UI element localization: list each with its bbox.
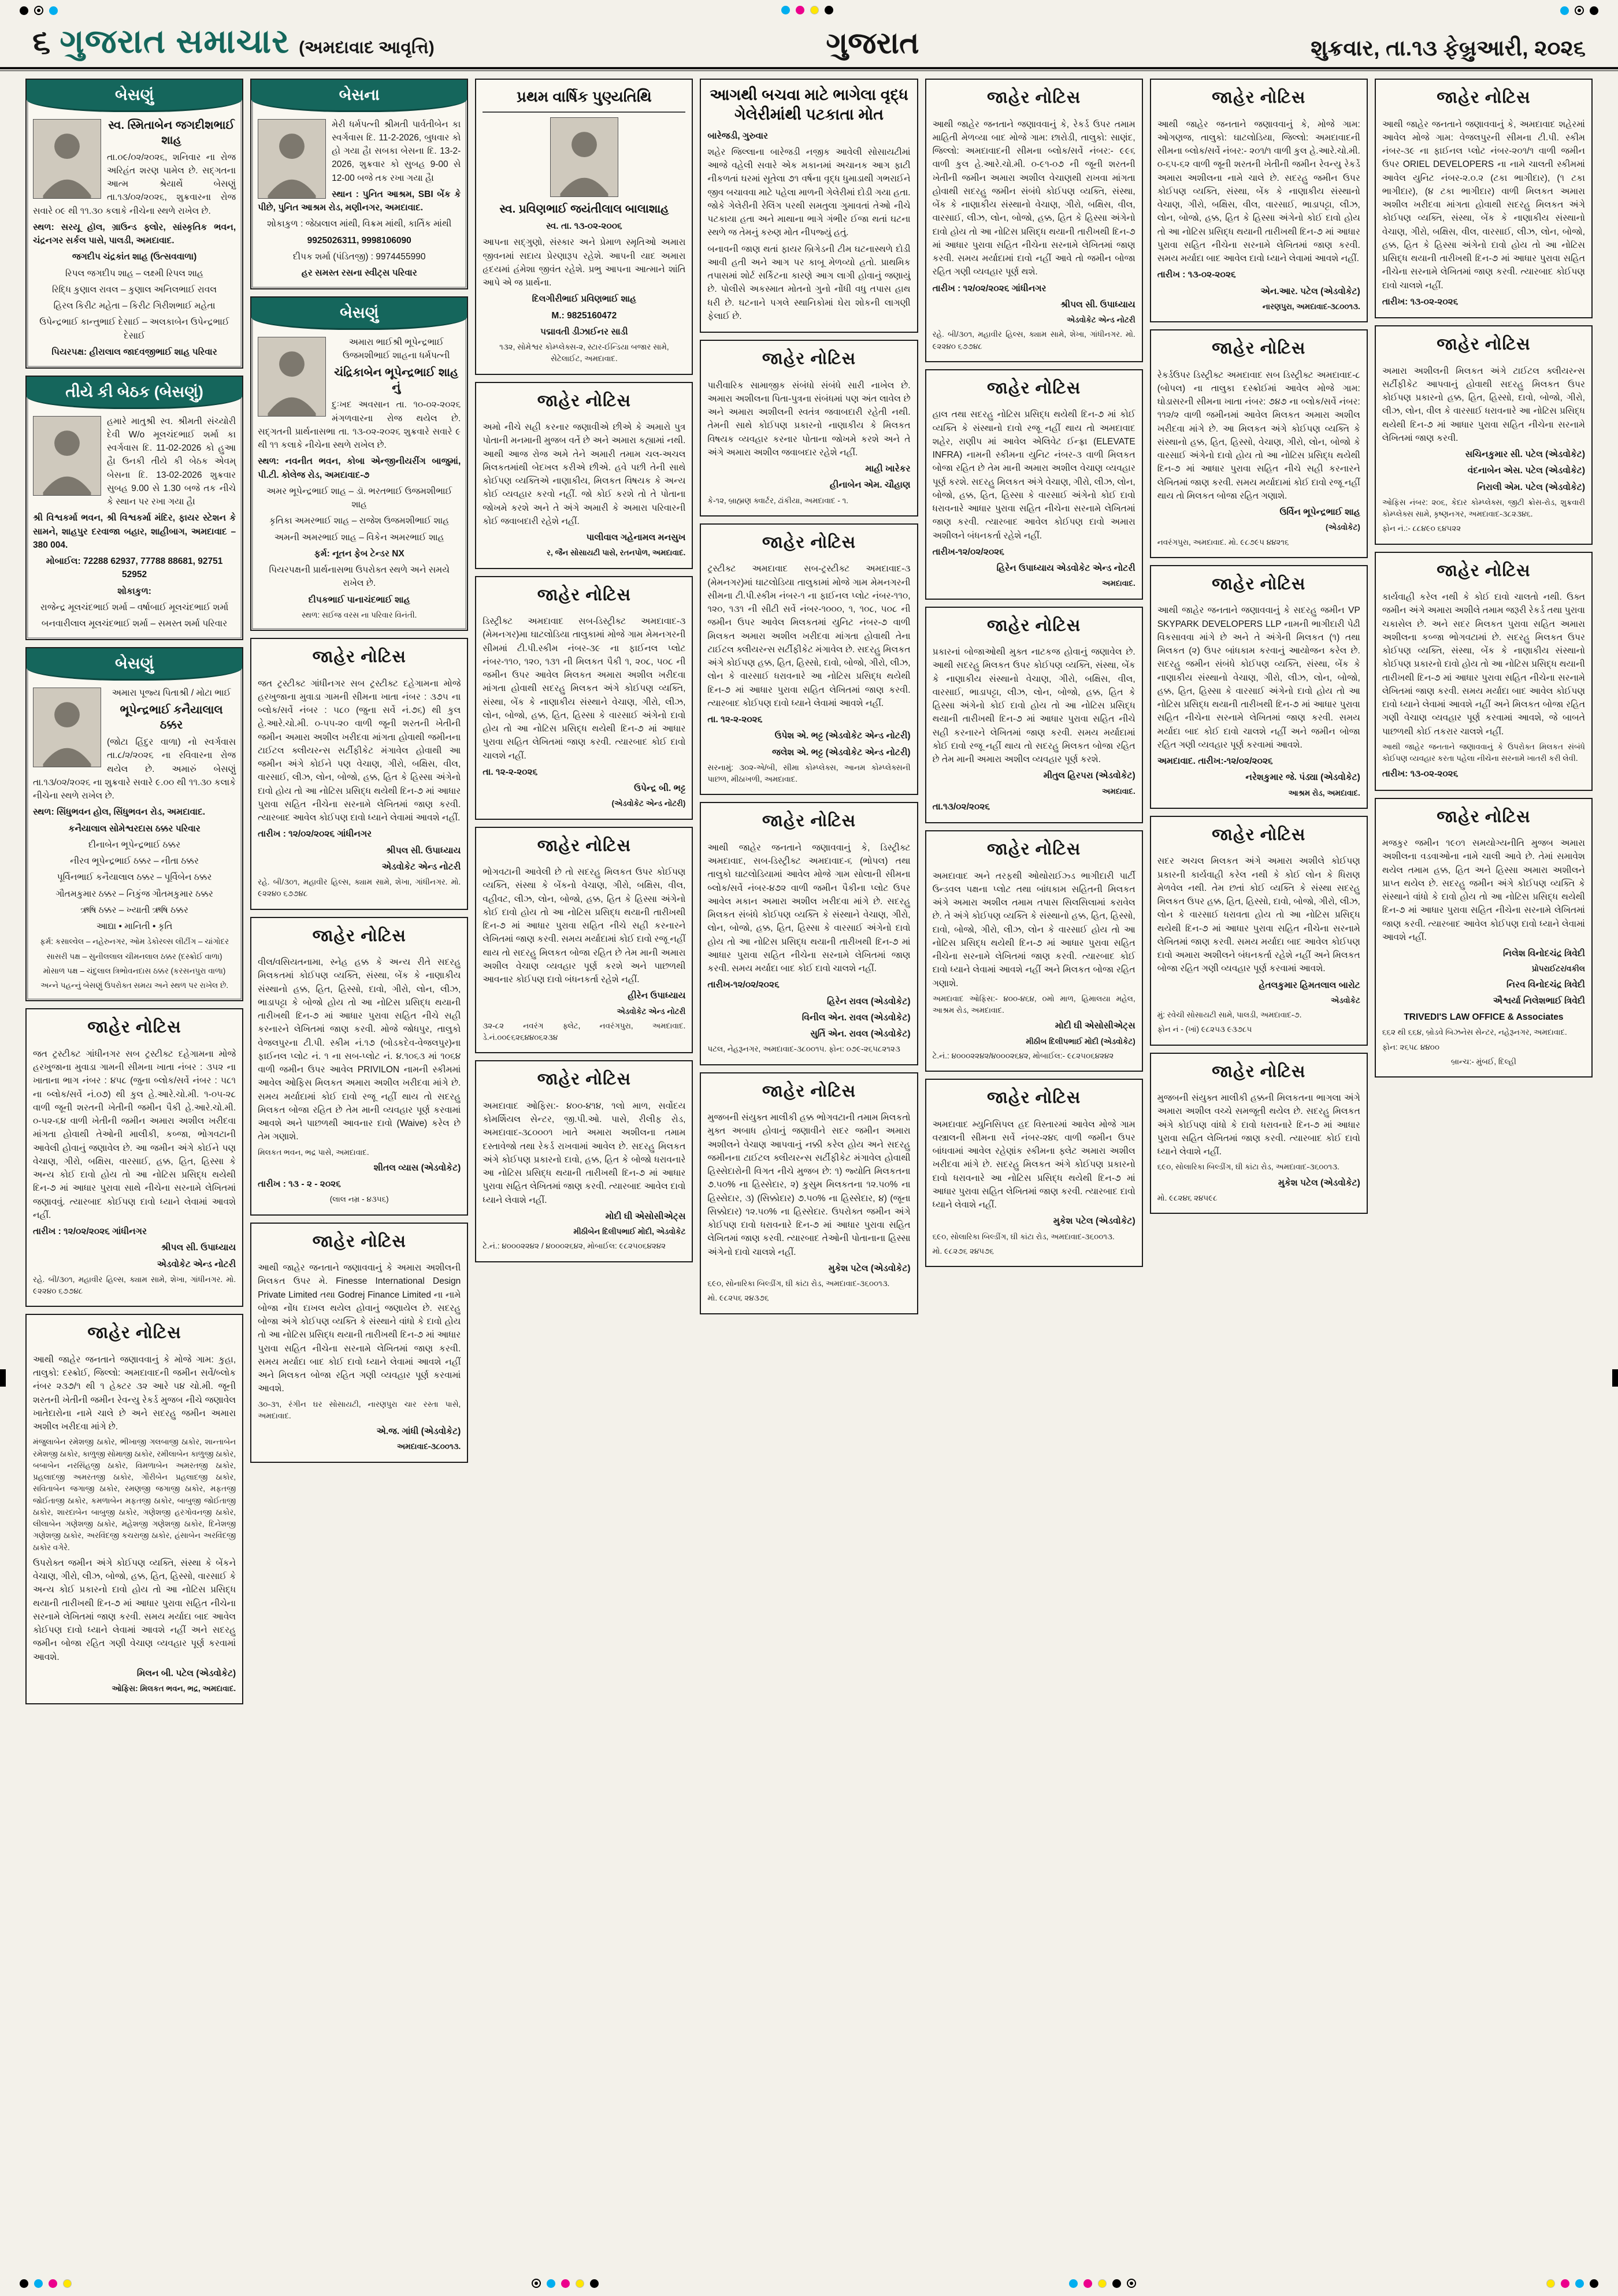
text-line: તારીખ-૧૨/૦૨/૨૦૨૬: [707, 980, 780, 990]
text-line: દીપક શર્મા (પંડિતજી) : 9974455990: [292, 251, 426, 262]
block-title: પ્રથમ વાર્ષિક પુણ્યતિથિ: [483, 86, 685, 113]
text-line: હર સમસ્ત રસના સ્વીટ્સ પરિવાર: [301, 268, 417, 278]
block-title: જાહેર નોટિસ: [762, 533, 856, 552]
text-line: ઓફિસ નંબર: ૨૦૬, કેદાર કોમ્પ્લેક્સ, જીટી ક્રોસ-રોડ, શુક્રવારી કોમ્પ્લેક્સ સામે, કૃષ્ણનગર, અમદાવાદ-૩૮૨૩૪૬.: [1382, 497, 1585, 518]
news-headline: આગથી બચવા માટે ભાગેલા વૃદ્ધ ગેલેરીમાંથી પટકાતા મોત: [710, 86, 908, 123]
block-title: જાહેર નોટિસ: [762, 1082, 856, 1101]
notice-block: [1150, 565, 1368, 809]
text-line: બ્રાન્ચ:- મુંબઈ, દિલ્હી: [1450, 1057, 1516, 1066]
obituary-block: [25, 647, 243, 1001]
text-line: શ્રીપલ સી. ઉપાધ્યાય: [1060, 299, 1135, 310]
yellow-dot-icon: [1098, 2279, 1107, 2288]
block-title: જાહેર નોટિસ: [986, 378, 1081, 397]
magenta-dot-icon: [1561, 2279, 1569, 2288]
text-line: મોદી ઘી એસોસીએટ્સ: [1055, 1021, 1135, 1031]
text-line: (એડવોકેટ): [1326, 523, 1360, 532]
edge-crop-mark: [0, 1369, 6, 1387]
text-line: વંદનાબેન એસ. પટેલ (એડવોકેટ): [1467, 466, 1585, 476]
text-line: સાસરી પક્ષ – સુનીલલાલ ચીમનલાલ ઠક્કર (દસ્ક્રોઈ વાળા): [46, 952, 222, 961]
black-dot-icon: [1112, 2279, 1121, 2288]
text-line: એન.આર. પટેલ (એડવોકેટ): [1260, 286, 1360, 296]
text-line: ૩૨-૮૨ નવરંગ ફ્લેટ, નવરંગપુરા, અમદાવાદ. ડે.નં.૦૦૯૬૨૬૪૪૦૬૨૩૪: [483, 1021, 686, 1042]
block-title: જાહેર નોટિસ: [1212, 339, 1306, 358]
text-line: જલેશ એ. ભટ્ટ (એડવોકેટ એન્ડ નોટરી): [772, 747, 911, 757]
text-line: ગૌતમકુમાર ઠક્કર – નિકુંજ ગૌતમકુમાર ઠક્કર: [55, 889, 213, 899]
text-line: એ.જ. ગાંધી (એડવોકેટ): [376, 1426, 461, 1436]
text-line: સ્થળ: નવનીત ભવન, કોબા એન્જીનીયરીંગ બાજુમાં, પી.ટી. કોલેજ રોડ, અમદાવાદ-૭: [258, 456, 461, 480]
text-line: તા.૧૩/૦૨/૨૦૨૬: [932, 801, 990, 812]
text-line: ઉપેન્દ્ર બી. ભટ્ટ: [634, 783, 686, 793]
text-line: સુર્તિ એન. રાવલ (એડવોકેટ): [810, 1029, 911, 1039]
text-line: અમો નીચે સહી કરનાર જણાવીએ છીએ કે અમારો પુત્ર પોતાની મનમાની મુજબ વર્તે છે અને અમારા કહ્યામાં નથી. આથી આજ રોજ અમે તેને અમારી તમામ ચલ-અચલ મિલકતમાંથી બેદખલ કરીએ છીએ. હવે પછી તેની સાથે કોઈપણ વ્યક્તિએ નાણાકીય, મિલકત વિષયક કે અન્ય કોઈ વ્યવહાર કરવો નહીં. જો કોઈ કરશે તો તે પોતાના જોખમે કરશે અને તે અંગે અમારી કે અમારા પરિવારની કોઈ જવાબદારી રહેશે નહીં.: [483, 422, 686, 526]
text-line: તા. ૧૨-૨-૨૦૨૬: [707, 715, 763, 725]
text-line: ટ્રસ્ટીક્ટ અમદાવાદ સબ-ટ્રસ્ટીક્ટ અમદાવાદ-૩ (મેમનગર)માં ઘાટલોડિયા તાલુકામાં મોજે ગામ મેમનગરની સીમના ટી.પી.સ્કીમ નંબર-૧ ના ફાઈનલ પ્લોટ નંબર-૧૧૦, ૧૨૦, ૧૩૧ ની સીટી સર્વે નંબર-૧૦૦૦, ૧, ૧૦૮, ૫૦૮ ની જમીન ઉપર આવેલ મિલકતમાં યુનિટ નંબર-૭ વાળી મિલકત અમારા અશીલ ખરીદવા માંગતા હોવાથી તેના ટાઈટલ ક્લીયરન્સ સર્ટીફીકેટ મંગાવેલ છે. સદરહુ મિલકત અંગે કોઈપણ હક્ક, હિત, હિસ્સો, દાવો, બોજો, ગીરો, લીઝ, લોન કે વારસાઈ ધરાવનારે આ નોટિસ પ્રસિદ્ધ થયેથી દિન-૭ માં આધાર પુરાવા સહિત લેખિતમાં જાણ કરવી. ત્યારબાદ કોઈપણ દાવો ધ્યાને લેવામાં આવશે નહીં.: [707, 564, 911, 708]
text-line: મું: રવેચી સોસાયટી સામે, પાલડી, અમદાવાદ-૭.: [1157, 1010, 1302, 1019]
notice-block: [250, 1223, 468, 1463]
block-title: જાહેર નોટિસ: [1437, 807, 1531, 826]
block-title: જાહેર નોટિસ: [537, 836, 631, 855]
text-line: રિદ્ધિ કુણાલ રાવલ – કુણાલ અનિલભાઈ રાવલ: [52, 284, 217, 295]
text-line: (જોટા હિંદુર વાળા) નો સ્વર્ગવાસ તા.૮/૨/૨૦૨૬ ના રવિવારના રોજ થયેલ છે. અમારું બેસણું તા.૧૩/૦૨/૨૦૨૬ ના શુક્રવારે સવારે ૯.૦૦ થી ૧૧.૩૦ કલાકે નીચેના સ્થળે રાખેલ છે.: [33, 737, 236, 801]
text-line: સદર અચલ મિલકત અંગે અમારા અશીલે કોઈપણ પ્રકારની કાર્યવાહી કરેલ નથી કે કોઈ લોન કે ધિરાણ મેળવેલ નથી. તેમ છતાં કોઈ વ્યક્તિ કે સંસ્થા સદરહુ મિલકત ઉપર હક્ક, હિત, હિસ્સો, દાવો, બોજો, ગીરો, લીઝ, લોન કે વારસાઈ ધરાવતા હોય તો આ નોટિસ પ્રસિદ્ધ થયેથી દિન-૭ માં આધાર પુરાવા સહિત નીચેના સરનામે લેખિતમાં જાણ કરવી. સમય મર્યાદા બાદ આવેલ કોઈપણ દાવો અમારા અશીલને બંધનકર્તા રહેશે નહીં અને મિલકત બોજા રહિત ગણી વ્યવહાર પૂર્ણ કરવામાં આવશે.: [1157, 856, 1360, 974]
text-line: શોકાકુળ : જેઠાલાલ માંથી, વિક્રમ માંથી, કાર્તિક માંથી: [267, 219, 452, 229]
text-line: મોબાઈલ: 72288 62937, 77788 88681, 92751 52952: [46, 556, 223, 580]
text-line: મંજુલાબેન રમેશજી ઠાકોર, ભીખાજી ગલબાજી ઠાકોર, શાન્તાબેન રમેશજી ઠાકોર, કાળુજી સોમાજી ઠાકોર, રમીલાબેન કાળુજી ઠાકોર, બબાબેન નરસિંહજી ઠાકોર, વિમળાબેન અમરતજી ઠાકોર, પ્રહલાદજી અમરતજી ઠાકોર, ગૌરીબેન પ્રહલાદજી ઠાકોર, સવિતાબેન જગાજી ઠાકોર, રમણજી જગાજી ઠાકોર, મફતજી જોઈતાજી ઠાકોર, કમળાબેન મફતજી ઠાકોર, બાબુજી જોઈતાજી ઠાકોર, શારદાબેન બાબુજી ઠાકોર, ગણેશજી હરગોવનજી ઠાકોર, લીલાબેન ગણેશજી ઠાકોર, મહેશજી ગણેશજી ઠાકોર, દિનેશજી ગણેશજી ઠાકોર, અરવિંદજી કચરાજી ઠાકોર, હંસાબેન અરવિંદજી ઠાકોર વગેરે.: [33, 1437, 236, 1552]
text-line: બારેજડી, ગુરુવાર: [707, 131, 769, 141]
notice-block: [1150, 816, 1368, 1046]
text-line: ૧૩૨, સોમેશ્વર કોમ્પ્લેક્સ-૨, સ્ટાર-ઈન્ડિયા બજાર સામે, સેટેલાઈટ, અમદાવાદ.: [499, 343, 669, 363]
text-line: જત ટ્રસ્ટીક્ટ ગાંધીનગર સબ ટ્રસ્ટીક્ટ દહેગામના મોજે હરખુજાના મુવાડા ગામની સીમના ખાતા નંબર : ૩૫૨ ના ખાતાના ભાગ નંબર : ૪૫૮ (જુના બ્લોક/સર્વે નંબર : ૫૮૧ ના બ્લોક/સર્વે નં.૦૭) થી કુલ હે.આરે.ચો.મી. ૧-૦૫-૨૮ વાળી જૂની શરતની ખેતીની જમીન પૈકી હે.આરે.ચો.મી. ૦-૫૨-૬૪ વાળી ખેતીની જમીન અમારા અશીલ ખરીદવા માંગતા હોવાથી તેઓની માલીકી, કબ્જા, ભોગવટાની આવેલી હોવાનું જણાવેલ છે. આ જમીન અંગે કોઈને પણ વેચાણ, ગીરો, બક્ષિસ, વારસાઈ, હક્ક, હિત, હિસ્સા કે અન્ય કોઈ દાવો હોય તો આ નોટિસ પ્રસિદ્ધ થયેથી દિન-૭ માં આધાર પુરાવા સાથે નીચેના સરનામે લેખિતમાં જણાવવું. ત્યારબાદ કોઈપણ દાવો ધ્યાને લેવામાં આવશે નહીં.: [33, 1049, 236, 1220]
block-title: જાહેર નોટિસ: [1212, 825, 1306, 844]
text-line: અમદાવાદ.: [1102, 786, 1135, 796]
notice-block: [925, 607, 1143, 824]
notice-block: [1150, 79, 1368, 322]
text-line: ફર્મ: કસાલ્વેલ – નહેરુનગર, ઓમ ડેકોરલ્સ લીટીંગ – ચાંગોદર: [40, 937, 229, 946]
obituary-ribbon: બેસણું: [251, 298, 467, 330]
masthead-area: [32, 22, 435, 61]
text-line: સરનામું: ૩૦૨-એ/બી, સીમા કોમ્પ્લેક્સ, આનમ કોમ્પ્લેક્સની પાછળ, મીઠાખળી, અમદાવાદ.: [707, 763, 911, 783]
text-line: ર, જૈન સોસાયટી પાસે, રતનપોળ, અમદાવાદ.: [546, 548, 686, 558]
obituary-block: [25, 79, 243, 369]
portrait-photo: [33, 119, 101, 199]
text-line: પટલ, નેહરૂનગર, અમદાવાદ-૩૮૦૦૧૫. ફોન: ૦૭૯-૨૬૫૮૨૧૨૩: [707, 1045, 900, 1054]
notice-block: [925, 1079, 1143, 1267]
notice-block: [1150, 1053, 1368, 1214]
text-line: અમદાવાદ.: [1102, 579, 1135, 588]
portrait-photo: [33, 416, 101, 496]
black-dot-icon: [20, 2279, 28, 2288]
page-header: [0, 0, 1618, 69]
yellow-dot-icon: [576, 2279, 584, 2288]
text-line: ૬૯૦, સોનારિકા બિલ્ડીંગ, ઘી કાંટા રોડ, અમદાવાદ-૩૬૦૦૧૩.: [707, 1279, 890, 1288]
text-line: નીરવ ભૂપેન્દ્રભાઈ ઠક્કર – નીતા ઠક્કર: [70, 856, 199, 866]
block-title: જાહેર નોટિસ: [1212, 88, 1306, 107]
edge-crop-mark: [1612, 1369, 1618, 1387]
block-title: જાહેર નોટિસ: [312, 648, 406, 666]
registration-circle-icon: [532, 2279, 541, 2288]
cyan-dot-icon: [547, 2279, 555, 2288]
notice-block: [1375, 325, 1593, 545]
text-line: અમારા અશીલની મિલકત અંગે ટાઈટલ ક્લીયરન્સ સર્ટીફીકેટ આપવાનું હોવાથી સદરહુ મિલકત ઉપર કોઈપણ પ્રકારનો હક્ક, હિત, હિસ્સો, દાવો, બોજો, ગીરો, લીઝ, લોન, વીલ કે વારસાઈ ધરાવનારે આ નોટિસ પ્રસિદ્ધ થયેથી દિન-૭ માં આધાર પુરાવા સહિત નીચેના સરનામે લેખિતમાં જાણ કરવી.: [1382, 366, 1585, 443]
text-line: રાજેન્દ્ર મૂલચંદભાઈ શર્મા – વર્ષાબાઈ મૂલચંદભાઈ શર્મા: [40, 602, 229, 612]
notice-block: [1375, 79, 1593, 318]
text-line: ભૂપેન્દ્રભાઈ કનૈયાલાલ ઠક્કર: [120, 704, 223, 731]
text-line: સચિનકુમાર સી. પટેલ (એડવોકેટ): [1465, 449, 1585, 459]
text-line: પિયરપક્ષ: હીરાલાલ જાદવજીભાઈ શાહ પરિવાર: [51, 347, 217, 357]
text-line: મો. ૯૮૨૪૬ ૨૪૫૯૮: [1157, 1193, 1218, 1202]
text-line: આથી જાહેર જનતાને જણાવવાનું કે અમારા અશીલની મિલકત ઉપર મે. Finesse International Design Private Limited તથા Godrej Finance Limited ના નામે બોજા નોંધ દાખલ થયેલ હોવાનું જણાયેલ છે. સદરહુ બોજા અંગે કોઈપણ વ્યક્તિ કે સંસ્થાને વાંધો કે દાવો હોય તો આ નોટિસ પ્રસિદ્ધ થયાની તારીખથી દિન-૭ માં આધાર પુરાવા સહિત નીચેના સરનામે લેખિતમાં જાણ કરવી. સમય મર્યાદા બાદ કોઈ દાવો ધ્યાને લેવામાં આવશે નહીં અને મિલકત બોજા રહિત ગણી વ્યવહાર પૂર્ણ કરવામાં આવશે.: [258, 1263, 461, 1394]
column-4: [700, 79, 918, 1314]
text-line: દીનાબેન ભૂપેન્દ્રભાઈ ઠક્કર: [88, 839, 181, 850]
text-line: શોકાકુળ:: [117, 586, 151, 596]
text-line: સ્થાન : પુનિત આશ્રમ, SBI બેંક કે પીછે, પુનિત આશ્રમ રોડ, મણીનગર, અમદાવાદ.: [258, 189, 461, 213]
block-title: જાહેર નોટિસ: [312, 1232, 406, 1251]
obituary-ribbon: તીયે કી બેઠક (બેસણું): [27, 377, 242, 409]
block-title: જાહેર નોટિસ: [986, 616, 1081, 635]
content-columns: [0, 69, 1618, 2265]
text-line: રહે. બી/૩૦૧, મહાવીર હિલ્સ, ક્યામ સામે, શેખા, ગાંધીનગર. મો. ૯૨૨૪૦ ૬૭૭૪૮: [258, 878, 461, 898]
text-line: પાલીવાલ ગહેનામલ મનસુખ: [586, 533, 686, 543]
registration-marks-bottom-right: [1546, 2279, 1598, 2288]
text-line: શ્રીપલ સી. ઉપાધ્યાય: [385, 845, 461, 856]
notice-block: [700, 340, 918, 517]
text-line: પૂર્વિનભાઈ કનૈયાલાલ ઠક્કર – પૂર્વિબેન ઠક્કર: [57, 872, 212, 883]
block-title: જાહેર નોટિસ: [762, 350, 856, 368]
notice-block: [700, 1072, 918, 1314]
text-line: આથી જાહેર જનતાને જણાવવાનું કે, મોજે ગામ: ઓગણજ, તાલુકો: ઘાટલોડિયા, જિલ્લો: અમદાવાદની સીમના બ્લોક/સર્વે નંબર:- ૨૦૧/૧ વાળી કુલ હે.આરે.ચો.મી. ૦-૬૫-૬૨ વાળી જૂની શરતની ખેતીની જમીન રેવન્યુ રેકર્ડે અમારા અશીલના નામે ચાલે છે. સદરહુ જમીન ઉપર કોઈપણ વ્યક્તિ, સંસ્થા, બેંક કે નાણાકીય સંસ્થાનો વેચાણ, ગીરો, બક્ષિસ, વીલ, વારસાઈ, ભાડાપટ્ટા, લીઝ, લોન, બોજો, હક્ક, હિત કે હિસ્સા અંગેનો કોઈ દાવો હોય તો આ નોટિસ પ્રસિદ્ધ થયાની તારીખથી દિન-૭ માં આધાર પુરાવા સહિત નીચેના સરનામે લેખિતમાં જાણ કરવી. સમય મર્યાદા બાદ આવેલ દાવો ધ્યાને લેવામાં આવશે નહીં.: [1157, 119, 1360, 263]
column-1: [25, 79, 243, 1704]
section-title: ગુજરાત: [826, 27, 919, 60]
text-line: આથી જાહેર જનતાને જણાવવાનું કે સદરહુ જમીન VP SKYPARK DEVELOPERS LLP નામની ભાગીદારી પેઢી વિકસાવવા માંગે છે અને તે અંગેની મિલકત (૧) તથા મિલકત (૨) ઉપર બાંધકામ કરવાનું આયોજન કરેલ છે. સદરહુ જમીન સંબંધે કોઈપણ વ્યક્તિ, સંસ્થા, બેંક કે નાણાકીય સંસ્થાનો વેચાણ, ગીરો, લીઝ, લોન, બોજો, હક્ક, હિત, હિસ્સા કે વારસાઈ અંગેનો દાવો હોય તો આ નોટિસ પ્રસિદ્ધ થયાની તારીખથી દિન-૭ માં આધાર પુરાવા સહિત નીચેના સરનામે લેખિતમાં જાણ કરવી. સમય મર્યાદા બાદ કોઈ દાવો ચાલશે નહીં અને જમીન બોજા રહિત ગણી વ્યવહાર પૂર્ણ કરવામાં આવશે.: [1157, 605, 1360, 750]
magenta-dot-icon: [1083, 2279, 1092, 2288]
column-6: [1150, 79, 1368, 1214]
text-line: અમદાવાદ. તારીખ:-૧૨/૦૨/૨૦૨૬: [1157, 756, 1273, 766]
text-line: દિલગીરીભાઈ પ્રવિણભાઈ શાહ: [532, 294, 637, 304]
text-line: ઉપેશ એ. ભટ્ટ (એડવોકેટ એન્ડ નોટરી): [774, 731, 911, 741]
notice-block: [475, 1060, 693, 1262]
text-line: ભોગવટાની આવેલી છે તો સદરહુ મિલકત ઉપર કોઈપણ વ્યક્તિ, સંસ્થા કે બેંકનો વેચાણ, ગીરો, બક્ષિસ, વીલ, વહીવટ, લીઝ, લોન, બોજો, હક્ક, હિત કે હિસ્સા અંગેનો કોઈ દાવો હોય તો આ નોટિસ પ્રસિદ્ધ થયાની તારીખથી દિન-૭ માં આધાર પુરાવા સહિત નીચે સહી કરનારને લેખિતમાં જાણ કરવી. સમય મર્યાદામાં કોઈ દાવો રજૂ નહીં થાય તો સદરહુ મિલકત બોજા રહિત છે તેમ માની અમારા અશીલ વેચાણ વ્યવહાર પૂર્ણ કરશે અને પાછળથી આવનાર કોઈપણ દાવો બંધનકર્તા રહેશે નહીં.: [483, 867, 686, 984]
text-line: શ્રી વિશ્વકર્મા ભવન, શ્રી વિશ્વકર્મા મંદિર, ફાયર સ્ટેશન કે સામને, શાહપુર દરવાજા બહાર, શાહીબાગ, અમદાવાદ – 380 004.: [33, 513, 236, 550]
text-line: અમારા પૂજ્ય પિતાશ્રી / મોટા ભાઈ: [112, 688, 231, 698]
text-line: હિરેન ઉપાધ્યાય એડવોકેટ એન્ડ નોટરી: [996, 563, 1135, 573]
text-line: મુજબની સંયુક્ત માલીકી હક્કની મિલકતના ભાગલા અંગે અમારા અશીલ વચ્ચે સમજૂતી થયેલ છે. સદરહુ મિલકત અંગે કોઈપણ વાંધો કે દાવો ધરાવનારે દિન-૭ માં આધાર પુરાવા સહિત લેખિતમાં જાણ કરવી. ત્યારબાદ કોઈ દાવો ધ્યાને લેવાશે નહીં.: [1157, 1093, 1360, 1157]
block-title: જાહેર નોટિસ: [537, 391, 631, 410]
text-line: ૬૬૨ થી ૬૬૪, બ્રોડવે બિઝનેસ સેન્ટર, નહેરૂનગર, અમદાવાદ.: [1382, 1028, 1567, 1037]
text-line: કનૈયાલાલ સોમેશ્વરદાસ ઠક્કર પરિવાર: [68, 823, 201, 834]
text-line: પારીવારિક સામાજીક સંબંધો સંબંધે સારી નાખેલ છે. અમારા અશીલના પિતા-પુત્રના સંબંધમાં પણ અંત લાવેલ છે અને અમારા અશીલની સ્વતંત્ર જવાબદારી રહેતી નથી. તેમની સાથે કોઈપણ પ્રકારનો નાણાકીય કે મિલકત વિષયક વ્યવહાર કરનાર પોતાના જોખમે કરશે અને તે અંગે અમારા અશીલ જવાબદાર રહેશે નહીં.: [707, 380, 911, 458]
text-line: તારીખ: ૧૩-૦૨-૨૦૨૬: [1382, 769, 1459, 779]
notice-block: [475, 576, 693, 820]
text-line: આથી જાહેર જનતાને જણાવવાનું કે, અમદાવાદ શહેરમાં આવેલ મોજે ગામ: વેજલપુરની સીમના ટી.પી. સ્કીમ નંબર-૩૯ ના ફાઈનલ પ્લોટ નંબર-૨૦૧/૧ વાળી જમીન ઉપર ORIEL DEVELOPERS ના નામે ચાલતી સ્કીમમાં આવેલ યુનિટ નંબર-૨.૦.૨ (ટકા ભાગીદાર), (૧ ટકા ભાગીદાર), (૪ ટકા ભાગીદાર) વાળી મિલકત અમારા અશીલ ખરીદવા માંગતા હોવાથી સદરહુ મિલકત અંગે કોઈપણ વ્યક્તિ, સંસ્થા, બેંક કે નાણાકીય સંસ્થાનો વેચાણ, ગીરો, બક્ષિસ, વીલ, વારસાઈ, લીઝ, લોન, બોજો, હક્ક, હિત કે હિસ્સા અંગેનો દાવો હોય તો આ નોટિસ પ્રસિદ્ધ થયાની તારીખથી દિન-૭ માં આધાર પુરાવા સહિત નીચેના સરનામે લેખિતમાં જાણ કરવી. ત્યારબાદ કોઈપણ દાવો ચાલશે નહીં.: [1382, 119, 1585, 291]
block-title: જાહેર નોટિસ: [762, 812, 856, 831]
text-line: હીરેન ઉપાધ્યાય: [628, 991, 686, 1001]
text-line: મુકેશ પટેલ (એડવોકેટ): [1053, 1216, 1135, 1227]
text-line: સ્વ. તા. ૧૩-૦૨-૨૦૦૬: [545, 221, 622, 231]
text-line: 9925026311, 9998106090: [307, 235, 411, 246]
text-line: એડવોકેટ એન્ડ નોટરી: [1066, 315, 1135, 324]
text-line: પિયરપક્ષની પ્રાર્થનાસભા ઉપરોક્ત સ્થળે અને સમયે રાખેલ છે.: [269, 565, 450, 589]
text-line: ડિસ્ટ્રીક્ટ અમદાવાદ સબ-ડિસ્ટ્રીક્ટ અમદાવાદ-૩ (મેમનગર)મા ઘાટલોડિયા તાલુકામાં મોજે ગામ મેમનગરની સીમમાં ટી.પી.સ્કીમ નંબર-૩૯ ના ફાઈનલ પ્લોટ નંબર-૧૧૦, ૧૨૦, ૧૩૧ ની મિલકત પૈકી ૧, ૨૦૮, ૫૦૮ ની જમીન ઉપર આવેલ મિલકત અમારા અશીલ ખરીદવા માંગતા હોવાથી સદરહુ મિલકત અંગે કોઈપણ વ્યક્તિ, સંસ્થા, બેંક કે નાણાકીય સંસ્થાને વેચાણ, ગીરો, લીઝ, લોન, બોજો, હક્ક, હિત, હિસ્સા કે વારસાઈ અંગેનો દાવો હોય તો આ નોટિસ પ્રસિદ્ધ થયેથી દિન-૭ માં આધાર પુરાવા સહિત લેખિતમાં જાણ કરવી. ત્યારબાદ કોઈ દાવો ચાલશે નહીં.: [483, 616, 686, 761]
text-line: આથી જાહેર જનતાને જણાવવાનું કે મોજે ગામ: કુહા, તાલુકો: દસ્ક્રોઈ, જિલ્લો: અમદાવાદની જમીન સર્વે/બ્લોક નંબર ૨૩૭/૧ થી ૧ હેક્ટર ૩૨ આરે ૫૪ ચો.મી. જૂની શરતની ખેતીની જમીન રેવન્યુ રેકર્ડ મુજબ નીચે જણાવેલ ખાતેદારોના નામે ચાલે છે અને સદરહુ જમીન અમારા અશીલ ખરીદવા માંગે છે.: [33, 1354, 236, 1432]
black-dot-icon: [590, 2279, 599, 2288]
text-line: તા. ૧૨-૨-૨૦૨૬: [483, 767, 538, 777]
notice-block: [25, 1314, 243, 1704]
notice-block: [925, 79, 1143, 362]
registration-marks-bottom-left: [20, 2279, 72, 2288]
text-line: જગદીપ ચંદ્રકાંત શાહ (ઉત્સવવાળા): [72, 252, 197, 262]
yellow-dot-icon: [1546, 2279, 1555, 2288]
text-line: એડવોકેટ: [1331, 995, 1360, 1005]
text-line: નિલેશ વિનોદચંદ્ર ત્રિવેદી: [1503, 949, 1585, 958]
text-line: મેરી ધર્મપત્ની શ્રીમતી પાર્વતીબેન કા સ્વર્ગવાસ દિ. 11-2-2026, બુધવાર કો હો ગયા હૈ। સબકા બેસના દિ. 13-2-2026, શુક્રવાર કો સુબહ 9-00 સે 12-00 બજે તક રખા ગયા હૈ।: [332, 119, 461, 183]
column-2: [250, 79, 468, 1463]
magenta-dot-icon: [49, 2279, 57, 2288]
portrait-photo: [258, 119, 326, 199]
registration-marks-bottom-center-left: [532, 2279, 599, 2288]
notice-block: [1375, 798, 1593, 1078]
text-line: હાલ તથા સદરહુ નોટિસ પ્રસિદ્ધ થયેથી દિન-૭ માં કોઈ વ્યક્તિ કે સંસ્થાનો દાવો રજૂ નહીં થાય તો અમદાવાદ શહેર, રાણીપ માં આવેલ એલિવેટ ઈન્ફ્રા (ELEVATE INFRA) નામની સ્કીમના યુનિટ નંબર-૩ વાળી મિલકત બોજા રહિત છે તેમ માની અમારા અશીલ વેચાણ વ્યવહાર પૂર્ણ કરશે. સદરહુ મિલકત અંગે વેચાણ, ગીરો, લીઝ, લોન, બોજો, હક્ક, હિત, હિસ્સા કે વારસાઈ અંગેનો કોઈ દાવો ધરાવનારે આધાર પુરાવા સહિત નીચેના સરનામે લેખિતમાં જાણ કરવી. ત્યારબાદ આવેલ કોઈપણ દાવો અમારા અશીલને બંધનકર્તા રહેશે નહીં.: [932, 410, 1135, 541]
text-line: નિરવ વિનોદચંદ્ર ત્રિવેદી: [1506, 979, 1585, 990]
text-line: શીતલ વ્યાસ (એડવોકેટ): [373, 1162, 461, 1173]
text-line: અમદાવાદ અને તરફથી ઓથોરાઈઝ્ડ ભાગીદારી પાર્ટી ઉન્ડવલ પક્ષના પ્લોટ તથા બાંધકામ સહિતની મિલકત અંગે અમારા અશીલ તમામ તપાસ સિલસિલામાં કરાવેલ છે. તે અંગે કોઈપણ વ્યક્તિ કે સંસ્થાનો હક્ક, હિત, હિસ્સો, દાવો, બોજો, ગીરો, લીઝ, લોન કે વારસાઈ હોય તો આ નોટિસ પ્રસિદ્ધ થયેથી દિન-૭ માં આધાર પુરાવા સહિત નીચેના સરનામે લેખિતમાં જાણ કરવી. ત્યારબાદ કોઈ દાવો ધ્યાને લેવામાં આવશે નહીં અને મિલકત બોજા રહિત ગણાશે.: [932, 871, 1135, 989]
text-line: અમારા ભાઈશ્રી ભૂપેન્દ્રભાઈ ઉજમશીભાઈ શાહના ધર્મપત્ની: [343, 337, 450, 361]
text-line: શહેર જિલ્લાના બારેજડી નજીક આવેલી સોસાયટીમાં આજે વહેલી સવારે એક મકાનમાં અચાનક આગ ફાટી નીકળતાં ઘરમાં સૂતેલા ૭૧ વર્ષના વૃદ્ધ ધુમાડાથી ગભરાઈને જીવ બચાવવા માટે પહેલા માળની ગેલેરીમાં દોડી ગયા હતા. જોકે ગેલેરીની રેલિંગ પરથી સમતુલા ગુમાવતાં તેઓ નીચે પટકાયા હતા અને માથાના ભાગે ગંભીર ઈજા થતાં ઘટના સ્થળે જ તેમનું કરુણ મોત નીપજ્યું હતું.: [707, 147, 911, 238]
block-title: જાહેર નોટિસ: [87, 1018, 181, 1037]
obituary-block: [25, 376, 243, 640]
notice-block: [250, 638, 468, 910]
magenta-dot-icon: [561, 2279, 570, 2288]
block-title: જાહેર નોટિસ: [986, 840, 1081, 859]
text-line: મોદી ઘી એસોસીએટ્સ: [605, 1211, 686, 1221]
notice-block: [1375, 552, 1593, 791]
block-title: જાહેર નોટિસ: [1212, 574, 1306, 593]
text-line: જત ટ્રસ્ટીક્ટ ગાંધીનગર સબ ટ્રસ્ટીક્ટ દહેગામના મોજે હરખુજાના મુવાડા ગામની સીમના ખાતા નંબર : ૩૭૫ ના બ્લોક/સર્વે નંબર : ૫૮૦ (જુના સર્વે નં.૭૬) થી કુલ હે.આરે.ચો.મી. ૦-૫૫-૨૦ વાળી જૂની શરતની ખેતીની જમીન અમારા અશીલ ખરીદવા માંગતા હોવાથી જમીનના ટાઈટલ ક્લીયરન્સ સર્ટીફીકેટ મંગાવેલ હોવાથી આ જમીન અંગે કોઈને પણ વેચાણ, ગીરો, બક્ષિસ, વીલ, વારસાઈ, લીઝ, લોન, બોજો, હક્ક, હિત કે હિસ્સા અંગેનો દાવો હોય તો આ નોટિસ પ્રસિદ્ધ થયેથી દિન-૭ માં આધાર પુરાવા સહિત નીચેના સરનામે લેખિતમાં જાણ કરવી. ત્યારબાદ આવેલ કોઈપણ દાવો ધ્યાને લેવામાં આવશે નહીં.: [258, 678, 461, 823]
obituary-block: [250, 296, 468, 631]
text-line: હિરલ કિરીટ મહેતા – કિરીટ ગિરીશભાઈ મહેતા: [53, 301, 216, 311]
text-line: સ્થળ: સિંધુભવન હોલ, સિંધુભવન રોડ, અમદાવાદ.: [33, 807, 206, 818]
text-line: પ્રોપરાઈટર/વકીલ: [1531, 964, 1585, 974]
column-3: [475, 79, 693, 1262]
text-line: મો. ૯૮૨૫૬ ૨૪૩૭૬: [707, 1294, 769, 1303]
notice-block: [25, 1008, 243, 1307]
notice-block: [925, 830, 1143, 1072]
text-line: એડવોકેટ એન્ડ નોટરી: [157, 1259, 236, 1269]
obituary-block: [250, 79, 468, 289]
text-line: ઉપેન્દ્રભાઈ કાન્તુભાઈ દેસાઈ – અલકાબેન ઉપેન્દ્રભાઈ દેસાઈ: [39, 317, 229, 341]
text-line: મિલન બી. પટેલ (એડવોકેટ): [136, 1668, 236, 1678]
block-title: જાહેર નોટિસ: [537, 585, 631, 604]
text-line: રિપલ જગદીપ શાહ – લક્ષ્મી રિપલ શાહ: [65, 268, 204, 278]
text-line: મુજબની સંયુક્ત માલીકી હક્ક ભોગવટાની તમામ મિલકતો મુક્ત અબાધ હોવાનું જણાવીને સદર જમીન અમારા અશીલને વેચાણ આપવાનું નક્કી કરેલ હોય અને સદરહુ જમીનના ટાઈટલ ક્લીયરન્સ સર્ટીફીકેટ મંગાવેલ હોવાથી હિસ્સેદારોની વિગત નીચે મુજબ છે: ૧) જ્યોતિ મિલકતના ૭.૫૦% ના હિસ્સેદાર, ૨) કુસુમ મિલકતના ૧૨.૫૦% ના હિસ્સેદાર, ૩) (સિક્કોદાર) ૭.૫૦% ના હિસ્સેદાર, ૪) (જૂના સિક્કોદાર) ૧૨.૫૦% ના હિસ્સેદાર. ઉપરોક્ત જમીન અંગે કોઈપણ દાવો ધરાવનારે દિન-૭ માં આધાર પુરાવા સહિત લેખિતમાં જાણ કરવી. ત્યારબાદ તેઓની પોતાનાના હિસ્સા અંગેનો દાવો ચાલશે નહીં.: [707, 1113, 911, 1257]
text-line: આથી જાહેર જનતાને જણાવવાનું કે, રેકર્ડ ઉપર તમામ માહિતી મેળવ્યા બાદ મોજે ગામ: છારોડી, તાલુકો: સાણંદ, જિલ્લો: અમદાવાદની સીમના બ્લોક/સર્વે નંબર:- ૯૯૬ વાળી કુલ હે.આરે.ચો.મી. ૦-૯૧-૦૭ ની જૂની શરતની ખેતીની જમીન અમારા અશીલ વેચાણથી રાખવા માંગતા હોવાથી સદરહુ જમીન સંબંધે કોઈપણ વ્યક્તિ, સંસ્થા, બેંક કે નાણાકીય સંસ્થાનો વેચાણ, ગીરો, બક્ષિસ, વીલ, વારસાઈ, લીઝ, લોન, બોજો, હક્ક, હિત કે હિસ્સા અંગેનો દાવો હોય તો આ નોટિસ પ્રસિદ્ધ થયાની તારીખથી દિન-૭ માં આધાર પુરાવા સહિત નીચેના સરનામે લેખિતમાં જાણ કરવી. સમય મર્યાદામાં દાવો નહીં આવે તો જમીન બોજા રહિત ગણી વ્યવહાર પૂર્ણ થશે.: [932, 119, 1135, 277]
text-line: દુઃખદ અવસાન તા. ૧૦-૦૨-૨૦૨૬ મંગળવારના રોજ થયેલ છે. સદ્‌ગતની પ્રાર્થનાસભા તા. ૧૩-૦૨-૨૦૨૬ શુક્રવારે સવારે ૯ થી ૧૧ કલાકે નીચેના સ્થળે રાખેલ છે.: [258, 400, 461, 450]
text-line: અમદાવાદ ઓફિસ:- ૪૦૦-૪૬૪, ૦મો માળ, હિમાલયા મહેલ, આશ્રમ રોડ, અમદાવાદ.: [932, 994, 1135, 1015]
text-line: અમર ભૂપેન્દ્રભાઈ શાહ – ડૉ. ભરતભાઈ ઉજમશીભાઈ શાહ: [266, 486, 452, 510]
text-line: ઐશ્વર્યા નિલેશભાઈ ત્રિવેદી: [1493, 995, 1585, 1006]
text-line: ફોન નં - (ખાં) ૯૮૨૫૩ ૯૩૭૮૫: [1157, 1025, 1252, 1034]
text-line: વીલ/વસિયતનામા, સ્નેહ હક્ક કે અન્ય રીતે સદરહુ મિલકતમાં કોઈપણ વ્યક્તિ, સંસ્થા, બેંક કે નાણાકીય સંસ્થાનો હક્ક, હિત, હિસ્સો, દાવો, ગીરો, લોન, લીઝ, ભાડાપટ્ટા કે બોજો હોય તો આ નોટિસ પ્રસિદ્ધ થયાની તારીખથી દિન-૭ માં આધાર પુરાવા સહિત નીચે સહી કરનારને લેખિતમાં જાણ કરવી. મોજે જોધપુર, તાલુકો વેજલપુરના ટી.પી. સ્કીમ નં.૧૭ (બોડકદેવ-વેજલપુર)ના ફાઈનલ પ્લોટ નં. ૧ ના સબ-પ્લોટ નં. ૪.૧૦૬૩ માં ૧૦૬૪ વાળી જમીન ઉપર આવેલ PRIVILON નામની સ્કીમમાં આવેલ ઓફિસ મિલકત અમારા અશીલ ખરીદવા માંગે છે. સમય મર્યાદામાં કોઈ દાવો રજૂ નહીં થાય તો સદરહુ મિલકત બોજા રહિત છે તેમ માની વ્યવહાર પૂર્ણ કરવામાં આવશે અને પાછળથી આવનાર દાવો (Waive) કરેલ છે તેમ ગણાશે.: [258, 957, 461, 1142]
text-line: રહે. બી/૩૦૧, મહાવીર હિલ્સ, ક્યામ સામે, શેખા, ગાંધીનગર. મો. ૯૨૨૪૦ ૬૭૭૪૮: [932, 330, 1135, 351]
text-line: ૬૯૦, સોલારિકા બિલ્ડીંગ, ઘી કાંટા રોડ, અમદાવાદ-૩૬૦૦૧૩.: [932, 1232, 1115, 1241]
portrait-photo: [33, 688, 101, 767]
block-title: જાહેર નોટિસ: [986, 1088, 1081, 1107]
text-line: TRIVEDI'S LAW OFFICE & Associates: [1404, 1012, 1564, 1022]
text-line: એડવોકેટ એન્ડ નોટરી: [617, 1006, 686, 1016]
newspaper-masthead: ગુજરાત સમાચાર: [60, 23, 290, 60]
text-line: નિરાલી એમ. પટેલ (એડવોકેટ): [1476, 482, 1585, 492]
date-line: શુક્રવાર, તા.૧૩ ફેબ્રુઆરી, ૨૦૨૬: [1311, 36, 1586, 61]
news-block: [700, 79, 918, 333]
text-line: દીપકભાઈ પાનાચંદભાઈ શાહ: [308, 595, 410, 605]
text-line: ઋષિ ઠક્કર – ખ્યાતી ઋષિ ઠક્કર: [80, 905, 188, 915]
notice-block: [925, 369, 1143, 600]
column-7: [1375, 79, 1593, 1078]
block-title: જાહેર નોટિસ: [1212, 1062, 1306, 1081]
text-line: તારીખ-૧૨/૦૨/૨૦૨૬: [932, 547, 1004, 557]
obituary-ribbon: બેસના: [251, 80, 467, 112]
text-line: તારીખ: ૧૩-૦૨-૨૦૨૬: [1382, 296, 1459, 307]
edition-label: (અમદાવાદ આવૃત્તિ): [299, 38, 435, 57]
text-line: મજકુર જમીન ૧૯૦૧ સમયોગ્યનીતિ મુજબ અમારા અશીલના વડવાઓના નામે ચાલી આવે છે. તેમાં સમાવેશ થયેલ તમામ હક્ક, હિત અને હિસ્સા અમારા અશીલને પ્રાપ્ત થયેલ છે. સદરહુ જમીન અંગે કોઈપણ વ્યક્તિ કે સંસ્થાને વાંધો કે દાવો હોય તો આ નોટિસ પ્રસિદ્ધ થયેથી દિન-૭ માં આધાર પુરાવા સહિત નીચેના સરનામે લેખિતમાં જાણ કરવી. ત્યારબાદ આવેલ કોઈપણ દાવો ધ્યાને લેવામાં આવશે નહીં.: [1382, 838, 1585, 942]
text-line: અમદાવાદ મ્યુનિસિપલ હદ વિસ્તારમાં આવેલ મોજે ગામ વસ્ત્રાલની સીમના સર્વે નંબર-૨૪૬ વાળી જમીન ઉપર બાંધવામાં આવેલ રહેણાંક સ્કીમના ફ્લેટ અમારા અશીલ ખરીદવા માંગે છે. સદરહુ મિલકત અંગે કોઈપણ પ્રકારનો દાવો ધરાવનારે આ નોટિસ પ્રસિદ્ધ થયેથી દિન-૭ માં આધાર પુરાવા સહિત લેખિતમાં જાણ કરવી. ત્યારબાદ દાવો ધ્યાને લેવાશે નહીં.: [932, 1119, 1135, 1210]
text-line: મિલકત ભવન, ભદ્ર પાસે, અમદાવાદ.: [258, 1147, 369, 1157]
text-line: ઉર્વિન ભૂપેન્દ્રભાઈ શાહ: [1279, 507, 1360, 517]
page-number: ૬: [32, 23, 51, 60]
yellow-dot-icon: [63, 2279, 72, 2288]
text-line: વિનીલ એન. રાવલ (એડવોકેટ): [801, 1012, 911, 1023]
black-dot-icon: [1590, 2279, 1598, 2288]
text-line: એડવોકેટ એન્ડ નોટરી: [381, 861, 461, 872]
text-line: કે-૧૨, બ્રાહ્મણ ક્વાર્ટર, ઢાંકીયા, અમદાવાદ - ૧.: [707, 496, 848, 505]
text-line: મુકેશ પટેલ (એડવોકેટ): [828, 1263, 911, 1273]
notice-block: [1150, 329, 1368, 558]
text-line: તારીખ : ૧૩-૦૨-૨૦૨૬: [1157, 270, 1236, 280]
portrait-photo: [550, 117, 618, 197]
text-line: સ્થળ: સઈજ વરસ ના પરિવાર વિનંતી.: [301, 610, 417, 619]
text-line: અમની અમરભાઈ શાહ – વિકેન અમરભાઈ શાહ: [274, 532, 444, 543]
cyan-dot-icon: [34, 2279, 43, 2288]
text-line: ફર્મ: નૂતન ફેબ ટેન્ડર NX: [314, 548, 404, 559]
text-line: અમદાવાદ ઓફિસ:- ૪૦૦-૪૧૪, ૧લો માળ, સર્વોદય કોમર્શિયલ સેન્ટર, જી.પી.ઓ. પાસે, રીલીફ રોડ, અમદાવાદ-૩૮૦૦૦૧ ખાતે અમારા અશીલના તમામ દસ્તાવેજો તથા રેકર્ડ રાખવામાં આવેલ છે. સદરહુ મિલકત અંગે કોઈપણ પ્રકારનો દાવો, હક્ક, હિત કે બોજો ધરાવનારે આ નોટિસ પ્રસિદ્ધ થયાની તારીખથી દિન-૭ માં આધાર પુરાવા સહિત લેખિતમાં જાણ કરવી. ત્યારબાદ આવેલ દાવો ધ્યાને લેવાશે નહીં.: [483, 1101, 686, 1205]
text-line: નરેશકુમાર જે. પંડ્યા (એડવોકેટ): [1245, 772, 1360, 783]
text-line: ટે.નં.: ૪૦૦૦૨૨૪૨ / ૪૦૦૦૨૬૪૨, મોબાઈલ: ૯૮૨૫૦૬૪૨૪૨: [483, 1242, 666, 1251]
text-line: નવરંગપુરા, અમદાવાદ. મો. ૯૮૭૯૫ ૪૪૨૧૬: [1157, 537, 1289, 547]
block-title: જાહેર નોટિસ: [1437, 88, 1531, 107]
text-line: સ્વ. સ્મિતાબેન જગદીશભાઈ શાહ: [108, 118, 235, 147]
cyan-dot-icon: [1575, 2279, 1584, 2288]
text-line: તા.૦૯/૦૨/૨૦૨૬, શનિવાર ના રોજ અરિહંત શરણ પામેલ છે. સદ્‌ગતના આત્મ શ્રેયાર્થે બેસણું તા.૧૩/૦૨/૨૦૨૬, શુક્રવારના રોજ સવારે ૦૯ થી ૧૧.૩૦ કલાકે નીચેના સ્થળે રાખેલ છે.: [33, 152, 236, 216]
block-title: જાહેર નોટિસ: [537, 1070, 631, 1089]
text-line: અન્ને પહન્નું બેસણું ઉપરોક્ત સમય અને સ્થળ પર રાખેલ છે.: [40, 981, 229, 990]
text-line: મીઠીબેન દિલીપભાઈ મોદી, એડવોકેટ: [573, 1227, 686, 1236]
text-line: બનવારીલાલ મૂલચંદભાઈ શર્મા – સમસ્ત શર્મા પરિવાર: [41, 619, 228, 629]
text-line: અમદાવાદ-૩૮૦૦૧૩.: [396, 1442, 461, 1451]
text-line: ચંદ્રિકાબેન ભૂપેન્દ્રભાઈ શાહ નું: [334, 366, 459, 395]
notice-block: [475, 382, 693, 569]
text-line: સ્થળ: સરયૂ હૉલ, ગ્રાઉન્ડ ફ્લોર, સાંસ્કૃતિક ભવન, ચંદ્રનગર સર્કલ પાસે, પાલડી, અમદાવાદ.: [33, 222, 236, 246]
text-line: રેકર્ડઉપર ડિસ્ટ્રીક્ટ અમદાવાદ સબ ડિસ્ટ્રીક્ટ અમદાવાદ-૮ (બોપલ) ના તાલુકા દસ્ક્રોઈમાં આવેલ મોજે ગામ: ઘોડાસરની સીમના ખાતા નંબર: ૭૪૭ ના બ્લોક/સર્વે નંબર: ૧૧૨/૨ વાળી જમીનમાં આવેલ મિલકત અમારા અશીલ ખરીદવા માંગે છે. આ મિલકત અંગે કોઈપણ વ્યક્તિ કે સંસ્થાનો હક્ક, હિત, હિસ્સો, વેચાણ, ગીરો, લોન, બોજો કે વારસાઈ અંગેનો દાવો હોય તો આ નોટિસ પ્રસિદ્ધ થયેથી દિન-૭ માં આધાર પુરાવા સહિત નીચે સહી કરનારને લેખિતમાં જાણ કરવી. સમય મર્યાદામાં કોઈ દાવો રજૂ નહીં થાય તો મિલકત બોજા રહિત ગણાશે.: [1157, 370, 1360, 501]
text-line: ૩૦-૩૧, રંગીન ઘર સોસાયટી, નારણપુરા ચાર રસ્તા પાસે, અમદાવાદ.: [258, 1399, 461, 1420]
text-line: તારીખ : ૧૨/૦૨/૨૦૨૬ ગાંધીનગર: [258, 829, 372, 839]
text-line: સ્વ. પ્રવિણભાઈ જયંતીલાલ બાલાશાહ: [499, 203, 669, 216]
text-line: તારીખ : ૧૨/૦૨/૨૦૨૬ ગાંધીનગર: [33, 1227, 147, 1236]
text-line: તારીખ : ૧૩ - ૨ - ૨૦૨૬: [258, 1179, 341, 1189]
text-line: હીનાબેન એમ. ચૌહાણ: [829, 480, 911, 491]
text-line: આથી જાહેર જનતાને જણાવવાનું કે, ડિસ્ટ્રીક્ટ અમદાવાદ, સબ-ડિસ્ટ્રીક્ટ અમદાવાદ-૬ (ભોપલ) તથા તાલુકો ઘાટલોડિયામાં આવેલ મોજે ગામ સોલાની સીમના બ્લોક/સર્વે નંબર-૪૭૨ વાળી જમીન પૈકીના પ્લોટ ઉપર આવેલ મકાન અમારા અશીલ ખરીદવા માંગે છે. સદરહુ મિલકત સંબંધે કોઈપણ વ્યક્તિ કે સંસ્થાને વેચાણ, ગીરો, લોન, બોજો, હક્ક, હિત, હિસ્સા કે વારસાઈ અંગેનો દાવો હોય તો આ નોટિસ પ્રસિદ્ધ થયાની તારીખથી દિન-૭ માં આધાર પુરાવા સહિત નીચેના સરનામે લેખિતમાં જાણ કરવી. સમય મર્યાદા બાદ કોઈ દાવો ચાલશે નહીં.: [707, 842, 911, 974]
portrait-photo: [258, 337, 326, 417]
text-line: (એડવોકેટ એન્ડ નોટરી): [611, 799, 686, 808]
text-line: મુકેશ પટેલ (એડવોકેટ): [1278, 1177, 1360, 1188]
text-line: ઉપરોક્ત જમીન અંગે કોઈપણ વ્યક્તિ, સંસ્થા કે બેંકને વેચાણ, ગીરો, લીઝ, બોજો, હક્ક, હિત, હિસ્સો, વારસાઈ કે અન્ય કોઈ પ્રકારનો દાવો હોય તો આ નોટિસ પ્રસિદ્ધ થયાની તારીખથી દિન-૭ માં આધાર પુરાવા સહિત નીચેના સરનામે લેખિતમાં જાણ કરવી. સમય મર્યાદા બાદ આવેલ કોઈપણ દાવો ધ્યાને લેવામાં આવશે નહીં અને સદરહુ જમીન બોજા રહિત ગણી વેચાણ વ્યવહાર પૂર્ણ કરવામાં આવશે.: [33, 1558, 236, 1662]
text-line: બનાવની જાણ થતાં ફાયર બ્રિગેડની ટીમ ઘટનાસ્થળે દોડી આવી હતી અને આગ પર કાબૂ મેળવ્યો હતો. પ્રાથમિક તપાસમાં શોર્ટ સર્કિટના કારણે આગ લાગી હોવાનું જણાયું છે. પોલીસે અકસ્માત મોતનો ગુનો નોંધી વધુ તપાસ હાથ ધરી છે. ઘટનાને પગલે સ્થાનિકોમાં ઘેરા શોકની લાગણી ફેલાઈ છે.: [707, 244, 911, 321]
text-line: રહે. બી/૩૦૧, મહાવીર હિલ્સ, ક્યામ સામે, શેખા, ગાંધીનગર. મો. ૯૨૨૪૦ ૬૭૭૪૮: [33, 1275, 236, 1295]
cyan-dot-icon: [1069, 2279, 1078, 2288]
text-line: શ્રીપલ સી. ઉપાધ્યાય: [161, 1243, 236, 1253]
text-line: પદ્માવતી ડીઝાઈનર સાડી: [540, 326, 628, 337]
text-line: હિરેન રાવલ (એડવોકેટ): [826, 996, 911, 1006]
text-line: ફોન નં.:- ૮૮૪૯૦ ૬૪૫૨૨: [1382, 524, 1461, 533]
text-line: ૬૯૦, સોલારિકા બિલ્ડીંગ, ઘી કાંટા રોડ, અમદાવાદ-૩૬૦૦૧૩.: [1157, 1162, 1339, 1172]
notice-block: [700, 523, 918, 796]
text-line: ટે.નં.: ૪૦૦૦૨૨૪૨/૪૦૦૦૨૬૪૨, મોબાઈલ:- ૯૮૨૫૦૬૪૨૪૨: [932, 1051, 1114, 1060]
text-line: M.: 9825160472: [551, 310, 617, 321]
text-line: (લાલ નમ્ર - ૪૩૫૬): [329, 1195, 389, 1204]
obituary-ribbon: બેસણું: [27, 80, 242, 112]
obituary-ribbon: બેસણું: [27, 648, 242, 681]
column-5: [925, 79, 1143, 1267]
text-line: કાર્યવાહી કરેલ નથી કે કોઈ દાવો ચાલતો નથી. ઉક્ત જમીન અંગે અમારા અશીલે તમામ જરૂરી રેકર્ડ તથા પુરાવા ચકાસેલ છે. અને સદર મિલકત પુરાવા સહિત અમારા અશીલના કબ્જા ભોગવટામાં છે. સદરહુ મિલકત ઉપર કોઈપણ વ્યક્તિ, સંસ્થા, બેંક કે નાણાકીય સંસ્થાનો કોઈપણ પ્રકારનો દાવો હોય તો આ નોટિસ પ્રસિદ્ધ થયાની તારીખથી દિન-૭ માં આધાર પુરાવા સહિત નીચેના સરનામે લેખિતમાં જાણ કરવી. સમય મર્યાદા બાદ આવેલ કોઈપણ દાવો ધ્યાને લેવામાં આવશે નહીં અને મિલકત બોજા રહિત ગણી વેચાણ વ્યવહાર પૂર્ણ કરવામાં આવશે, જે બાબતે પાછળથી કોઈ તકરાર ચાલશે નહીં.: [1382, 592, 1585, 737]
text-line: નારણપુરા, અમદાવાદ-૩૮૦૦૧૩.: [1262, 302, 1360, 311]
memorial-block: [475, 79, 693, 375]
notice-block: [475, 827, 693, 1054]
notice-block: [700, 802, 918, 1065]
block-title: જાહેર નોટિસ: [986, 88, 1081, 107]
text-line: આદ્યા • માનિતી • કૃતિ: [96, 922, 173, 931]
text-line: મો. ૯૮૨૭૬ ૨૪૫૭૬: [932, 1246, 994, 1255]
registration-marks-bottom-center-right: [1069, 2279, 1136, 2288]
text-line: મીઠીબ દિલીપભાઈ મોદી (એડવોકેટ): [1026, 1036, 1135, 1046]
block-title: જાહેર નોટિસ: [87, 1324, 181, 1343]
text-line: ફોન: ૨૬૫૮ ૪૪૦૦: [1382, 1042, 1439, 1052]
text-line: આથી જાહેર જનતાને જણાવવાનું કે ઉપરોક્ત મિલકત સંબંધે કોઈપણ વ્યવહાર કરતા પહેલા નીચેના સરનામે ખાતરી કરી લેવી.: [1382, 742, 1585, 763]
block-title: જાહેર નોટિસ: [1437, 335, 1531, 354]
block-title: જાહેર નોટિસ: [1437, 561, 1531, 580]
text-line: તારીખ : ૧૨/૦૨/૨૦૨૬ ગાંધીનગર: [932, 283, 1046, 293]
text-line: પ્રકારનાં બોજાઓથી મુક્ત નાટકજ હોવાનું જણાવેલ છે. આથી સદરહુ મિલકત ઉપર કોઈપણ વ્યક્તિ, સંસ્થા, બેંક કે નાણાકીય સંસ્થાનો વેચાણ, ગીરો, બક્ષિસ, વીલ, વારસાઈ, ભાડાપટ્ટા, લીઝ, લોન, બોજો, હક્ક, હિત કે હિસ્સા અંગેનો કોઈ દાવો હોય તો આ નોટિસ પ્રસિદ્ધ થયાની તારીખથી દિન-૭ માં આધાર પુરાવા સહિત નીચે સહી કરનારને લેખિતમાં જાણ કરવી. સમય મર્યાદામાં કોઈ દાવો રજૂ નહીં થાય તો સદરહુ મિલકત બોજા રહિત છે તેમ માની અમારા અશીલ વ્યવહાર પૂર્ણ કરશે.: [932, 647, 1135, 764]
text-line: માહી ખારેકર: [865, 464, 911, 474]
text-line: ઓફિસ: મિલકત ભવન, ભદ્ર, અમદાવાદ.: [112, 1684, 236, 1693]
text-line: મોસાળ પક્ષ – ચંદુલાલ ત્રિભોવનદાસ ઠક્કર (કરસનપુરા વાળા): [43, 966, 226, 975]
text-line: આપના સદ્‌ગુણો, સંસ્કાર અને પ્રેમાળ સ્મૃતિઓ અમારા જીવનમાં સદાય પ્રેરણારૂપ રહેશે. આપની યાદ અમારા હૃદયમાં હંમેશા જીવંત રહેશે. પ્રભુ આપના આત્માને શાંતિ આપે એ જ પ્રાર્થના.: [483, 237, 686, 288]
text-line: મીતુલ હિરપરા (એડવોકેટ): [1043, 771, 1135, 781]
text-line: કૃતિકા અમરભાઈ શાહ – રાજેશ ઉજમશીભાઈ શાહ: [269, 516, 450, 526]
text-line: આશ્રમ રોડ, અમદાવાદ.: [1288, 788, 1360, 797]
text-line: હમારે માતુશ્રી સ્વ. શ્રીમતી સંચ્યોરી દેવી W/o મૂલચંદભાઈ શર્મા કા સ્વર્ગવાસ દિ. 11-02-2026 કો હુઆ હૈ। ઉનકી તીયે કી બેઠક એવમ્ બેસના દિ. 13-02-2026 શુક્રવાર સુબહ 9.00 સે 1.30 બજે તક નીચે કે સ્થાન પર રખા ગયા હૈ।: [107, 416, 236, 507]
registration-circle-icon: [1127, 2279, 1136, 2288]
block-title: જાહેર નોટિસ: [312, 926, 406, 945]
text-line: હેતલકુમાર હિમતલાલ બારોટ: [1259, 980, 1360, 990]
notice-block: [250, 917, 468, 1216]
